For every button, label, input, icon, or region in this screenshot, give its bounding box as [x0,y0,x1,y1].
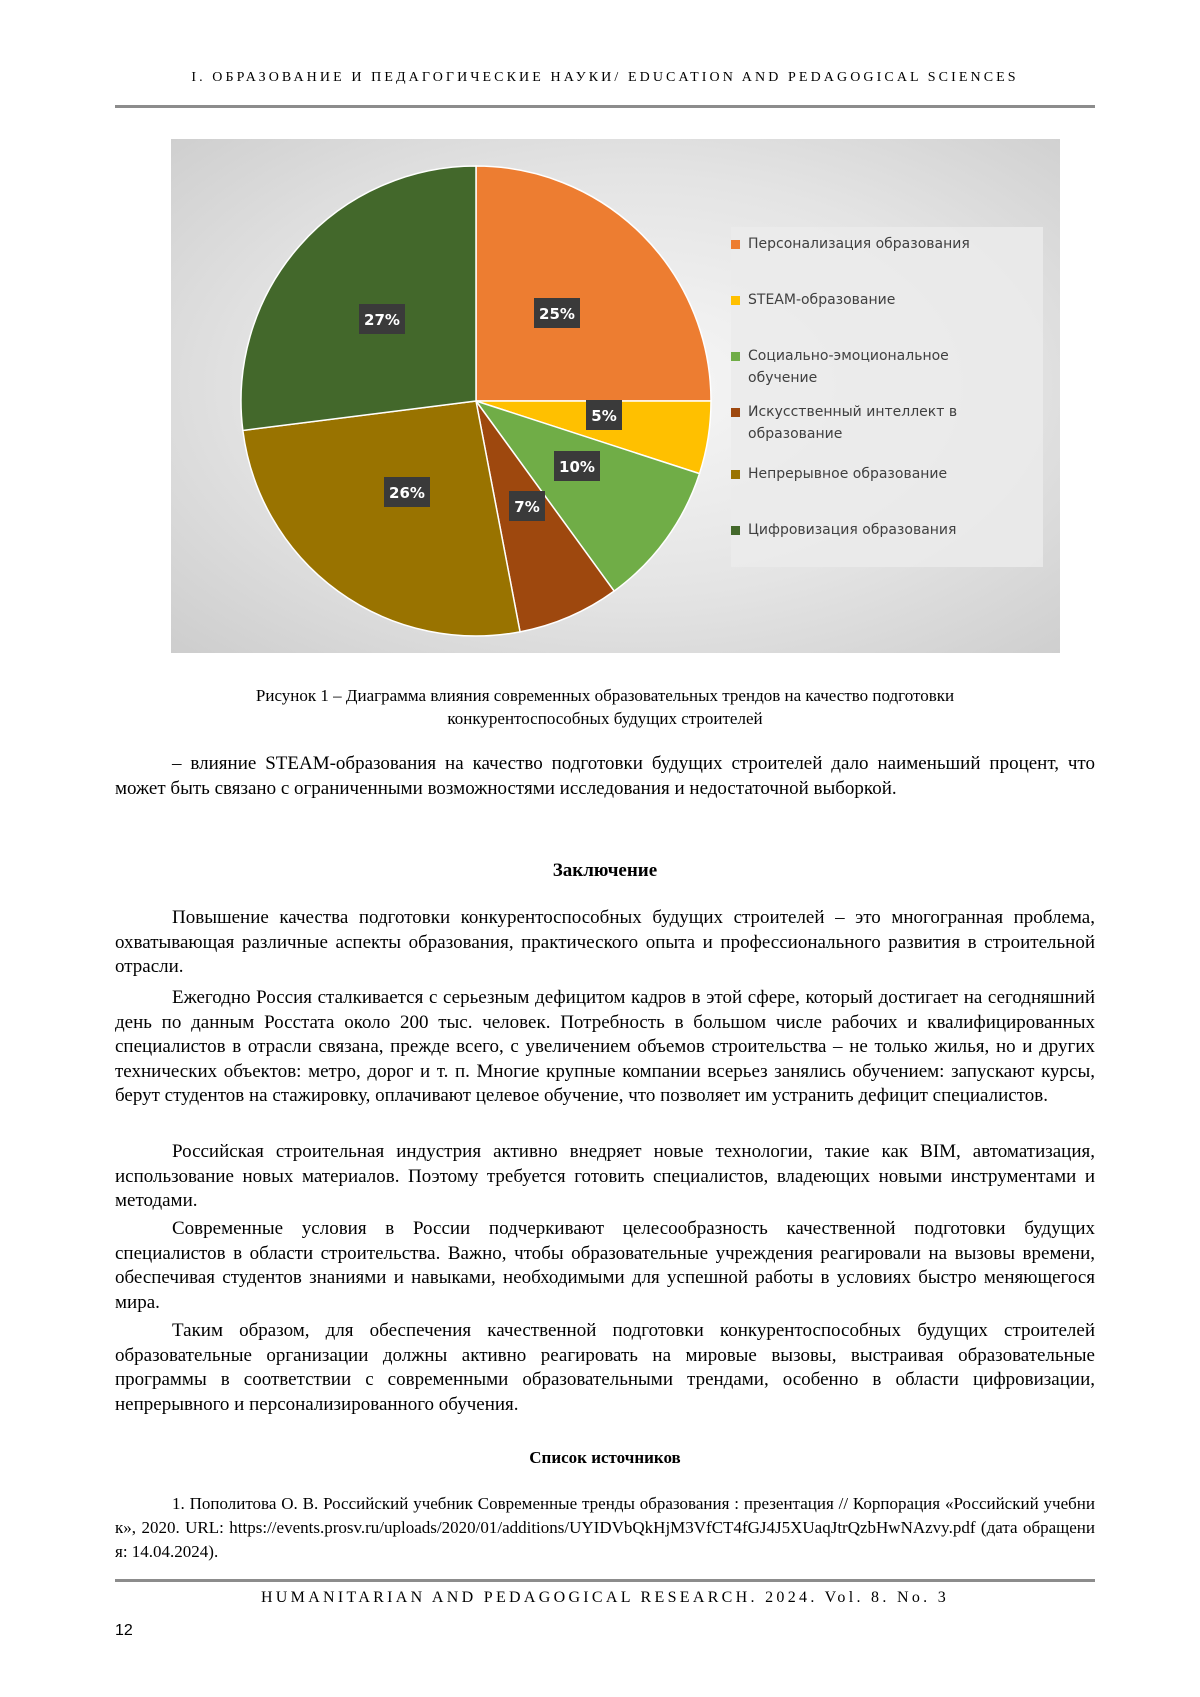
conclusion-paragraph-5: Таким образом, для обеспечения качественной подготовки конкурентоспособных будущих строителей образовательные организации должны активно реагировать на мировые вызовы, выстраивая образовательные программы в соответствии с современными образовательными трендами, особенно в области цифровизации, непрерывного и персонализированного обучения. [115,1320,1095,1415]
legend-swatch-5 [731,470,740,479]
data-label-3 [554,451,600,481]
conclusion-paragraph-1: Повышение качества подготовки конкурентоспособных будущих строителей – это многогранная проблема, охватывающая различные аспекты образования, практического опыта и профессионального развития в строительной отрасли. [115,907,1095,977]
legend-swatch-6 [731,526,740,535]
legend-swatch-4 [731,408,740,417]
data-label-text-2: 5% [591,407,617,425]
data-label-text-3: 10% [559,458,595,476]
figure-caption [115,684,1095,730]
legend-label-4: Искусственный интеллект в образование [748,404,958,442]
data-label-text-5: 26% [389,484,425,502]
conclusion-paragraph-4: Современные условия в России подчеркивают целесообразность качественной подготовки будущих специалистов в области строительства. Важно, чтобы образовательные учреждения реагировали на вызовы времени, обеспечивая студентов знаниями и навыками, необходимыми для успешной работы в условиях быстро меняющегося мира. [115,1218,1095,1313]
legend-label-2: STEAM-образование [748,292,896,308]
chart-legend [731,227,1043,567]
header-rule [115,105,1095,108]
caption-line-1: Рисунок 1 – Диаграмма влияния современных образовательных трендов на качество подготовки [255,686,955,705]
legend-item-2 [731,289,1031,311]
legend-item-5 [731,463,1031,485]
intro-paragraph: – влияние STEAM-образования на качество подготовки будущих строителей дало наименьший процент, что может быть связано с ограниченными возможностями исследования и недостаточной выборкой. [115,753,1095,799]
pie-slice-5 [243,401,520,636]
data-label-text-4: 7% [514,498,540,516]
legend-swatch-3 [731,352,740,361]
data-label-6 [359,304,405,334]
caption-line-2: конкурентоспособных будущих строителей [447,709,763,728]
data-label-4 [509,491,545,521]
legend-swatch-2 [731,296,740,305]
conclusion-paragraph-2: Ежегодно Россия сталкивается с серьезным дефицитом кадров в этой сфере, который достигает на сегодняшний день по данным Росстата около 200 тыс. человек. Потребность в большом числе рабочих и квалифицированных специалистов в отрасли связана, прежде всего, с увеличением объемов строительства – не только жилья, но и других технических объектов: метро, дорог и т. п. Многие крупные компании всерьез занялись обучением: запускают курсы, берут студентов на стажировку, оплачивают целевое обучение, что позволяет им устранить дефицит специалистов. [115,987,1095,1106]
references-heading: Список источников [529,1448,681,1467]
legend-item-1 [731,233,1031,255]
data-label-5 [384,477,430,507]
conclusion-paragraph-3: Российская строительная индустрия активно внедряет новые технологии, такие как BIM, автоматизация, использование новых материалов. Поэтому требуется готовить специалистов, владеющих новыми инструментами и методами. [115,1141,1095,1211]
legend-label-3: Социально-эмоциональное обучение [748,348,949,386]
legend-item-4 [731,401,1031,445]
journal-footer: HUMANITARIAN AND PEDAGOGICAL RESEARCH. 2024. Vol. 8. No. 3 [260,1589,950,1606]
page-number: 12 [115,1622,133,1639]
data-label-2 [586,400,622,430]
data-label-text-1: 25% [539,305,575,323]
legend-swatch-1 [731,240,740,249]
legend-label-6: Цифровизация образования [748,522,957,538]
pie-chart [171,139,1060,653]
pie-slice-1 [476,166,711,401]
pie-slice-6 [241,166,476,430]
legend-item-3 [731,345,1031,389]
data-label-text-6: 27% [364,311,400,329]
legend-item-6 [731,519,1031,541]
legend-label-1: Персонализация образования [748,236,970,252]
footer-rule [115,1579,1095,1582]
legend-label-5: Непрерывное образование [748,466,948,482]
reference-item-1: 1. Пополитова О. В. Российский учебник Современные тренды образования : презентация // Корпорация «Российский учебник», 2020. URL: https://events.prosv.ru/uploads/2020/01/additions/UYIDVbQkHjM3VfCT4fGJ4J5XUaqJtrQzbHwNAzvy.pdf (дата обращения: 14.04.2024). [115,1494,1095,1561]
conclusion-heading: Заключение [552,860,658,881]
running-header: I. ОБРАЗОВАНИЕ И ПЕДАГОГИЧЕСКИЕ НАУКИ/ EDUCATION AND PEDAGOGICAL SCIENCES [191,70,1019,85]
data-label-1 [534,298,580,328]
